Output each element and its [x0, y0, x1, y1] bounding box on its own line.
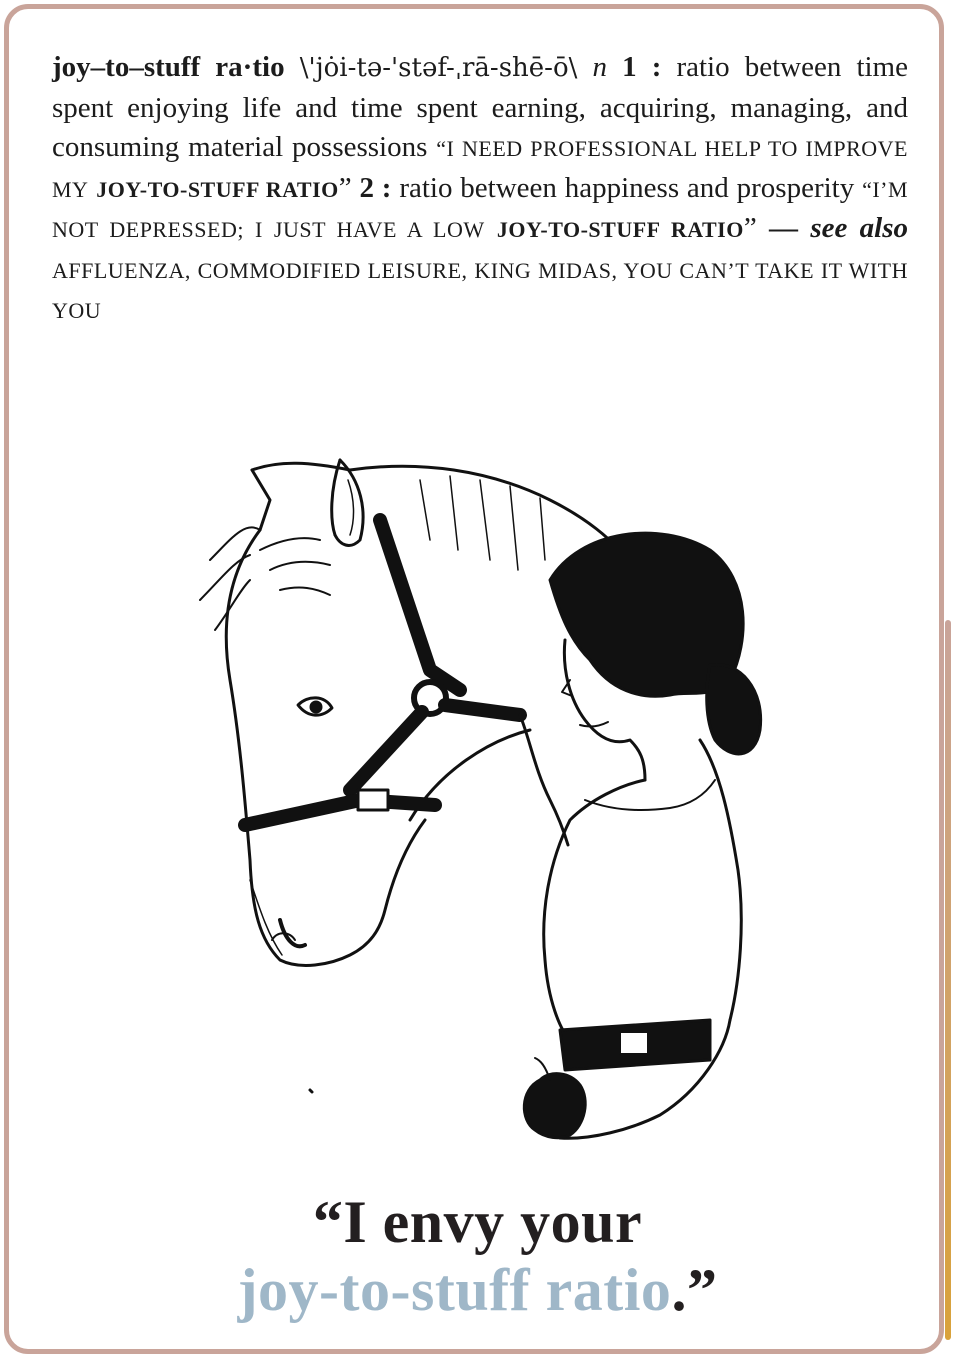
caption-line-2-end: .” [671, 1257, 718, 1323]
caption-accent-phrase: joy-to-stuff ratio [237, 1257, 672, 1323]
sense-2-example: “I’M NOT DEPRESSED; I JUST HAVE A LOW [52, 176, 909, 242]
headword: joy–to–stuff ra·tio [52, 51, 285, 83]
sense-1-example-term: JOY-TO-STUFF RATIO [96, 176, 339, 202]
sense-1-number: 1 : [622, 51, 662, 83]
dictionary-definition [52, 48, 908, 331]
sense-2-example-close: ” [743, 212, 757, 244]
sense-2-number: 2 : [359, 171, 392, 204]
see-also-label: see also [810, 212, 909, 244]
sense-1-example-close: ” [338, 171, 352, 204]
part-of-speech: n [592, 51, 607, 83]
sense-2-text: ratio between happiness and prosperity [399, 171, 855, 204]
horse-drawing [200, 460, 620, 965]
see-also-terms: AFFLUENZA, COMMODIFIED LEISURE, KING MIDAS, YOU CAN’T TAKE IT WITH YOU [52, 257, 908, 323]
caption-line-1: “I envy your [312, 1189, 643, 1255]
girl-drawing [520, 533, 761, 1138]
girl-and-pony-illustration [190, 440, 790, 1170]
em-dash: — [769, 212, 799, 244]
sense-1-text: ratio between time spent enjoying life and time spent earning, acquiring, managing, and consuming material possessions [52, 51, 908, 163]
dot-mark [310, 1090, 312, 1092]
pronunciation: \'jȯi-tə-'stəf-ˌrā-shē-ō\ [299, 53, 578, 83]
sense-1-example: “I NEED PROFESSIONAL HELP TO IMPROVE MY [52, 136, 908, 202]
halter-drawing [245, 520, 520, 825]
caption-line-2 [0, 1256, 955, 1325]
sense-2-example-term: JOY-TO-STUFF RATIO [496, 217, 744, 242]
